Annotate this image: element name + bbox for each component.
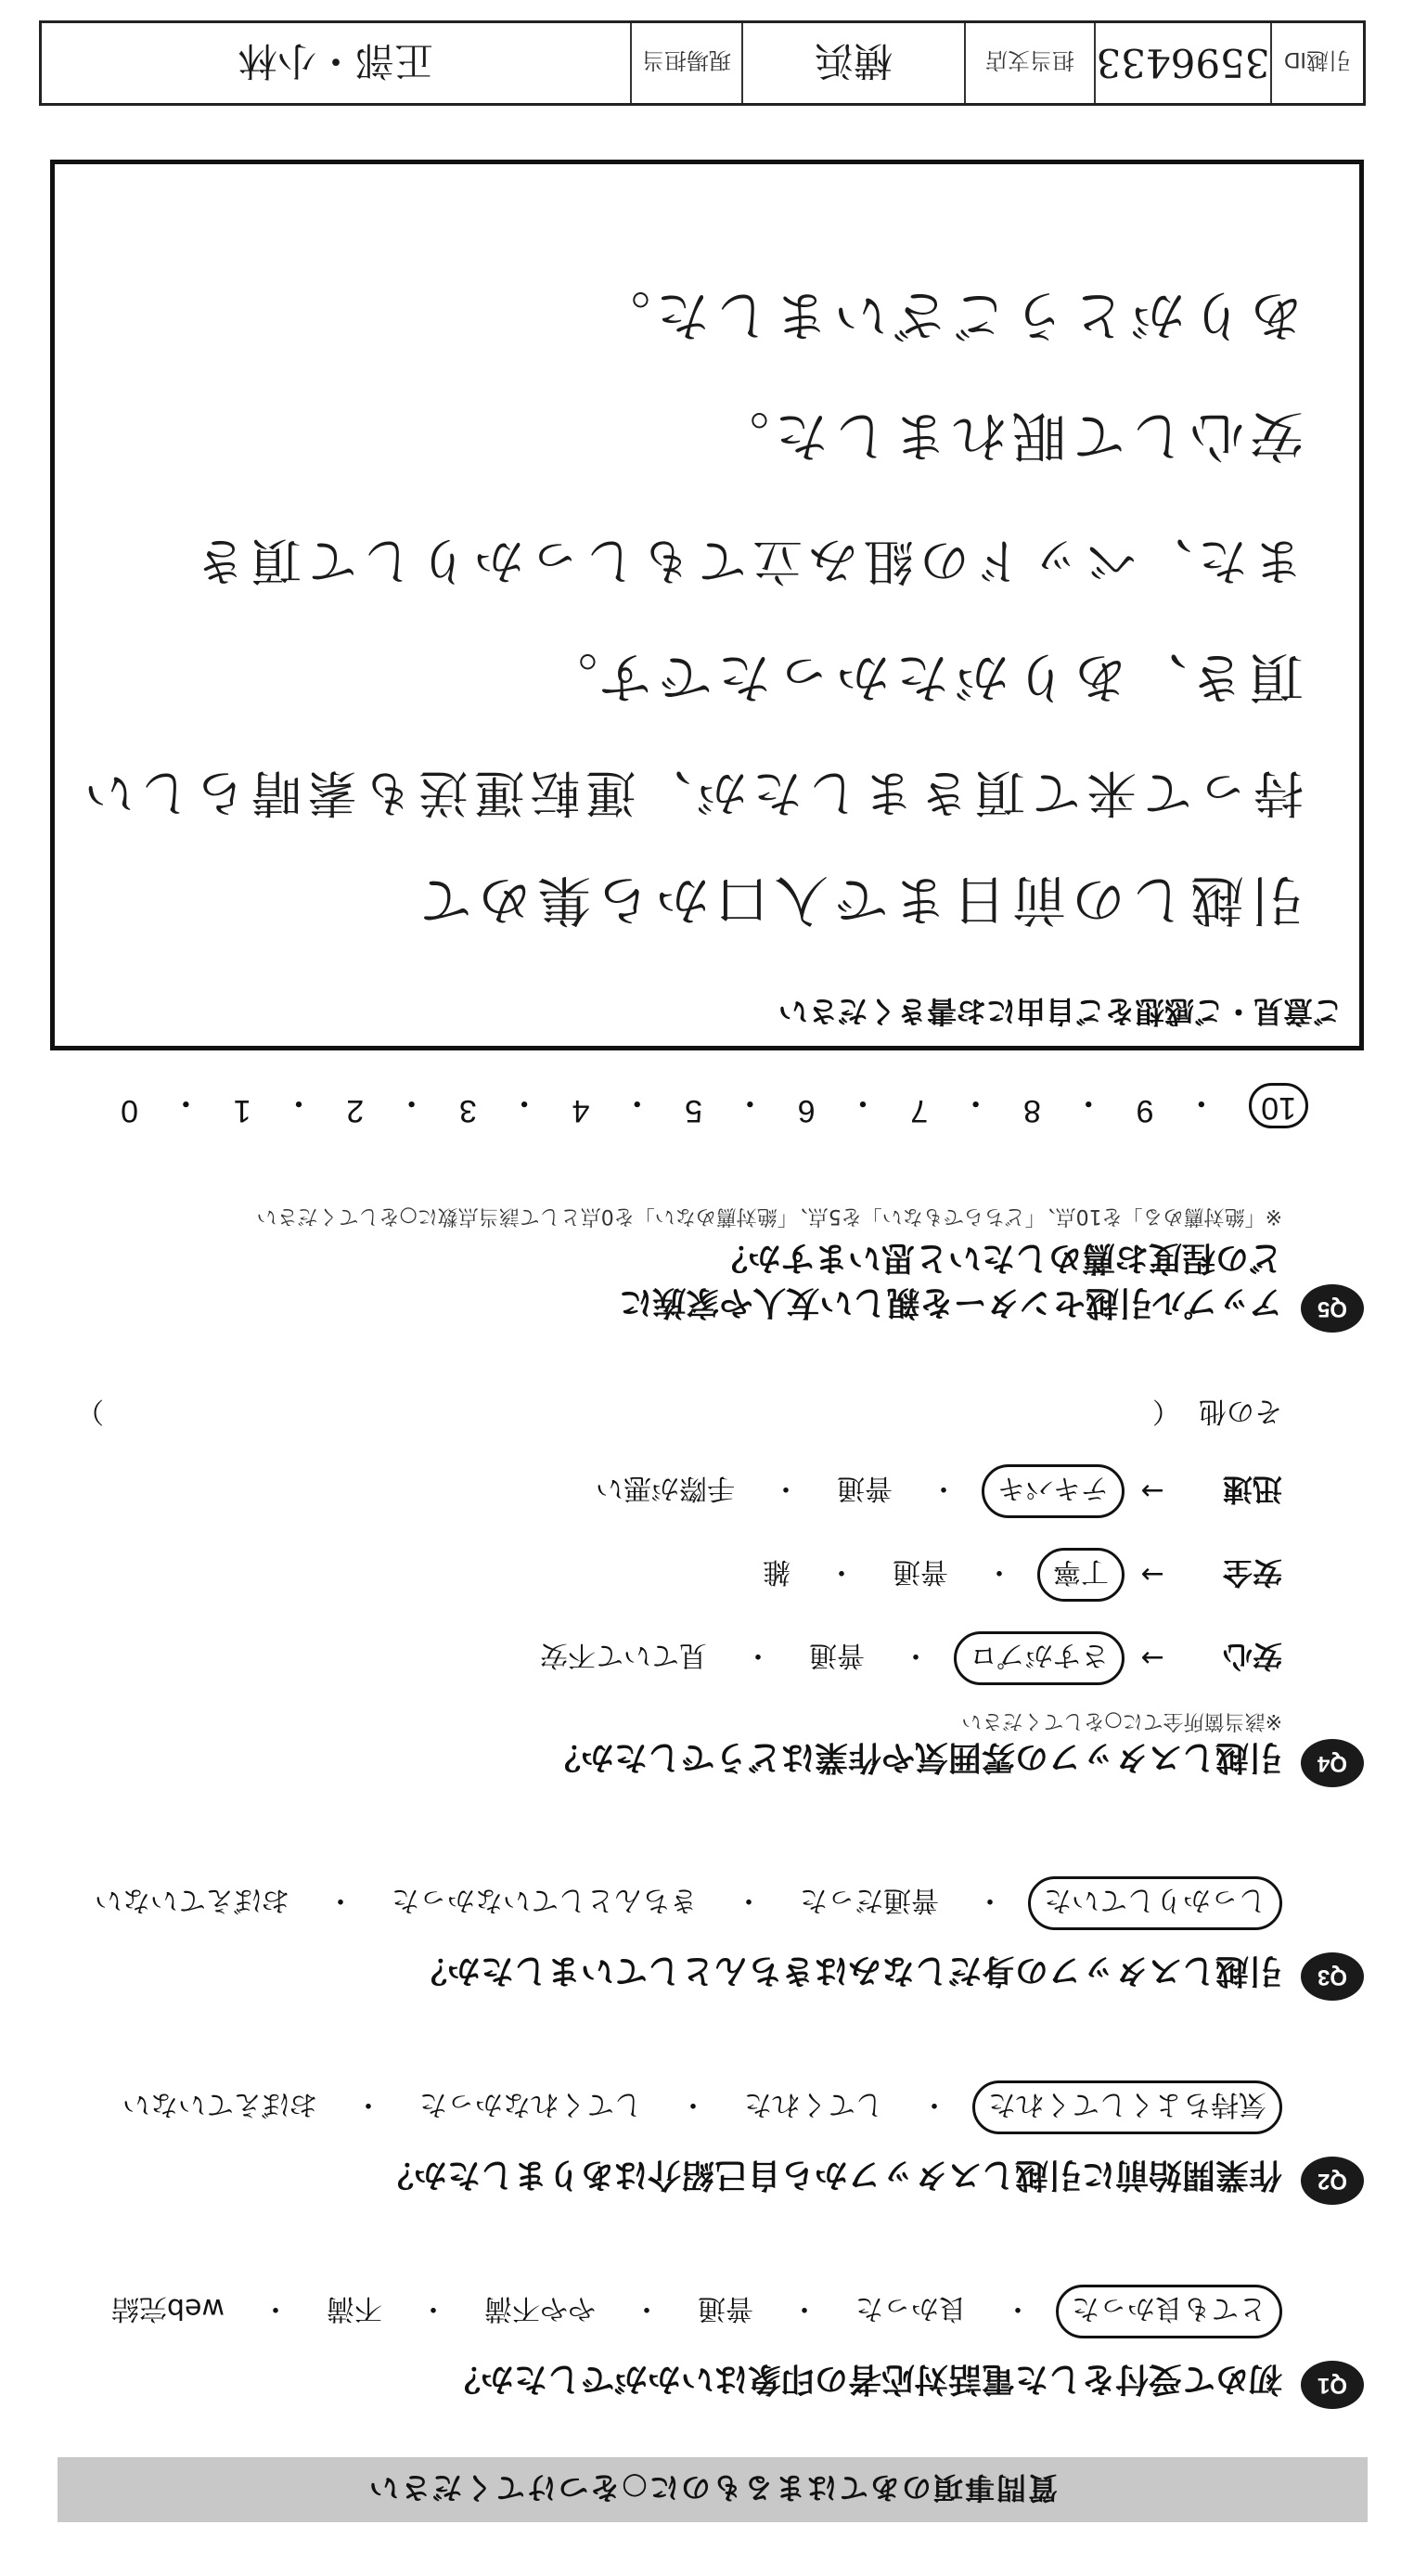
q4-text: 引越しスタッフの雰囲気や作業はどうでしたか？	[546, 1738, 1282, 1776]
q2-options: 気持ちよくしてくれた ・ してくれた ・ してくれなかった ・ おぼえていない	[109, 2080, 1282, 2134]
q3-option-1[interactable]: 普通だった	[800, 1884, 939, 1916]
q4-row-1-option-1[interactable]: 普通	[893, 1555, 948, 1588]
question-1	[65, 2279, 1364, 2409]
q5-score-5[interactable]: 5	[685, 1093, 703, 1128]
q4-row-2-option-2[interactable]: 手際が悪い	[596, 1472, 735, 1504]
id-label-cell	[1270, 23, 1363, 103]
q5-score-1[interactable]: 1	[233, 1093, 251, 1128]
q3-text: 引越しスタッフの身だしなみはきちんとしていましたか？	[413, 1951, 1282, 1990]
q4-other-label: その他	[1199, 1395, 1282, 1427]
q5-score-9[interactable]: 9	[1136, 1093, 1154, 1128]
q4-note: ※該当箇所全てに○をしてください	[961, 1709, 1282, 1732]
staff-label: 現場担当	[642, 47, 731, 73]
branch-label-cell	[964, 23, 1094, 103]
q5-scale	[121, 1083, 1308, 1128]
q1-option-1[interactable]: 良かった	[855, 2292, 967, 2325]
scale-dot: ・	[508, 1085, 541, 1120]
question-4	[65, 1360, 1364, 1787]
id-value-cell	[1094, 23, 1270, 103]
question-2	[65, 2075, 1364, 2205]
arrow-right-icon: →	[1140, 1475, 1164, 1508]
q4-row-anzen: 安全 → 丁寧 ・ 普通 ・ 雑	[750, 1548, 1282, 1602]
scale-dot: ・	[282, 1085, 315, 1120]
scale-dot: ・	[847, 1085, 879, 1120]
q5-text-line1: アップル引越センターを親しい友人や家族に	[619, 1283, 1282, 1321]
id-label: 引越ID	[1284, 47, 1351, 73]
q5-note: ※「絶対薦める」を10点、「どちらでもない」を5点、「絶対薦めない」を0点として該当点数に○をしてください	[256, 1204, 1282, 1228]
comment-line-5: 安心して眠れました。	[709, 405, 1304, 468]
comment-line-6: ありがとうございました。	[590, 284, 1304, 347]
q4-row-0-option-0[interactable]: さすがプロ	[954, 1631, 1125, 1685]
staff-label-cell	[630, 23, 741, 103]
q4-row-1-label: 安全	[1222, 1555, 1282, 1591]
q1-text: 初めて受付をした電話対応者の印象はいかがでしたか？	[446, 2360, 1282, 2398]
q3-option-0[interactable]: しっかりしていた	[1028, 1876, 1282, 1930]
branch-value-cell	[741, 23, 964, 103]
q4-row-2-option-0[interactable]: テキパキ	[982, 1464, 1125, 1518]
comment-line-3: 頂き、ありがたかったです。	[537, 646, 1304, 709]
q1-option-5[interactable]: web完結	[110, 2292, 225, 2325]
q4-row-anshin: 安心 → さすがプロ ・ 普通 ・ 見ていて不安	[527, 1631, 1282, 1685]
q1-option-2[interactable]: 普通	[698, 2292, 753, 2325]
branch-value: 横浜	[815, 38, 893, 84]
branch-label: 担当支店	[985, 47, 1074, 73]
q3-option-2[interactable]: きちんとしていなかった	[392, 1884, 698, 1916]
q4-other	[76, 1394, 1282, 1435]
q1-option-4[interactable]: 不満	[327, 2292, 382, 2325]
q2-option-3[interactable]: おぼえていない	[122, 2088, 317, 2120]
q5-score-6[interactable]: 6	[797, 1093, 816, 1128]
q1-badge: Q1	[1301, 2361, 1364, 2409]
q4-row-0-option-1[interactable]: 普通	[809, 1639, 865, 1671]
scale-dot: ・	[170, 1085, 202, 1120]
q5-badge: Q5	[1301, 1284, 1364, 1333]
q4-other-open: （	[1152, 1395, 1180, 1427]
q3-badge: Q3	[1301, 1952, 1364, 2001]
q4-row-1-option-2[interactable]: 雑	[763, 1555, 790, 1588]
q5-score-8[interactable]: 8	[1022, 1093, 1041, 1128]
comment-line-2: 持って来て頂きましたが、運転運送も素晴らしい	[79, 764, 1304, 822]
staff-value-cell	[42, 23, 630, 103]
comment-line-4: また、ベッドの組み立てもしっかりして頂き	[190, 532, 1304, 590]
staff-value: 正部・小林	[238, 38, 434, 84]
q4-other-close: ）	[76, 1395, 104, 1427]
comment-heading: ご意見・ご感想をご自由にお書きください	[778, 994, 1343, 1029]
question-5	[65, 1147, 1364, 1333]
header-table	[39, 20, 1366, 106]
q5-score-7[interactable]: 7	[910, 1093, 929, 1128]
arrow-right-icon: →	[1140, 1558, 1164, 1591]
q5-score-4[interactable]: 4	[572, 1093, 590, 1128]
q1-option-3[interactable]: やや不満	[484, 2292, 596, 2325]
q1-options: とても良かった ・ 良かった ・ 普通 ・ やや不満 ・ 不満 ・ web完結	[98, 2285, 1282, 2338]
q3-option-3[interactable]: おぼえていない	[95, 1884, 289, 1916]
q5-score-2[interactable]: 2	[346, 1093, 365, 1128]
q4-badge: Q4	[1301, 1739, 1364, 1787]
q1-option-0[interactable]: とても良かった	[1056, 2285, 1282, 2338]
q5-score-10[interactable]: 10	[1249, 1083, 1308, 1128]
q4-row-2-option-1[interactable]: 普通	[837, 1472, 893, 1504]
q2-option-0[interactable]: 気持ちよくしてくれた	[972, 2080, 1282, 2134]
q2-option-2[interactable]: してくれなかった	[419, 2088, 642, 2120]
comment-box[interactable]	[50, 160, 1364, 1050]
scale-dot: ・	[734, 1085, 766, 1120]
q4-row-1-option-0[interactable]: 丁寧	[1037, 1548, 1125, 1602]
q2-badge: Q2	[1301, 2157, 1364, 2205]
scale-dot: ・	[1185, 1085, 1217, 1120]
id-value: 3596433	[1096, 40, 1270, 86]
q5-text-line2: どの程度お薦めしたいと思いますか？	[713, 1239, 1282, 1277]
q4-row-0-label: 安心	[1222, 1639, 1282, 1674]
scale-dot: ・	[959, 1085, 992, 1120]
q3-options: しっかりしていた ・ 普通だった ・ きちんとしていなかった ・ おぼえていない	[82, 1876, 1282, 1930]
q4-row-2-label: 迅速	[1222, 1472, 1282, 1507]
scale-dot: ・	[621, 1085, 653, 1120]
scale-dot: ・	[1073, 1085, 1105, 1120]
q2-option-1[interactable]: してくれた	[744, 2088, 883, 2120]
q4-row-0-option-2[interactable]: 見ていて不安	[540, 1639, 707, 1671]
instruction-bar: 質問事項のあてはまるものに○をつけてください	[58, 2457, 1368, 2522]
comment-line-1: 引越しの前日まで入口から集めて	[412, 869, 1304, 932]
q5-score-0[interactable]: 0	[121, 1093, 138, 1128]
q5-score-3[interactable]: 3	[458, 1093, 477, 1128]
q4-row-jinsoku: 迅速 → テキパキ ・ 普通 ・ 手際が悪い	[583, 1464, 1282, 1518]
scale-dot: ・	[395, 1085, 428, 1120]
arrow-right-icon: →	[1140, 1642, 1164, 1675]
question-3	[65, 1871, 1364, 2001]
q2-text: 作業開始前に引越しスタッフから自己紹介はありましたか？	[379, 2156, 1282, 2194]
